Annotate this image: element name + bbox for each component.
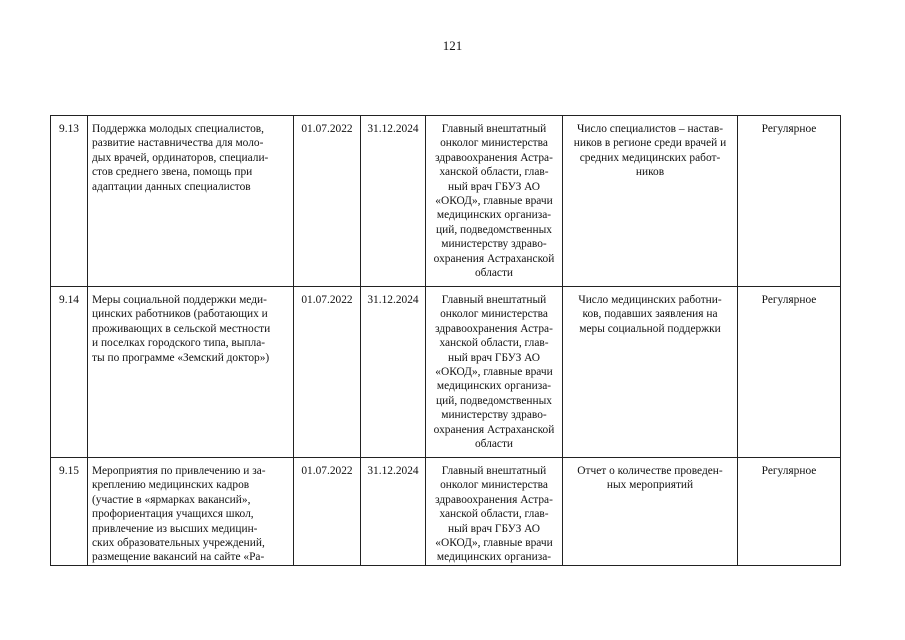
- responsible-line: министерству здраво-: [441, 409, 547, 422]
- indicator-line: ников: [635, 166, 665, 179]
- indicator-cell: [563, 287, 738, 458]
- responsible-line: области: [474, 438, 514, 451]
- indicator-cell: [563, 116, 738, 287]
- description-line: адаптации данных специалистов: [92, 180, 251, 193]
- responsible-line: медицинских организа-: [436, 551, 552, 564]
- description-line: проживающих в сельской местности: [92, 322, 271, 335]
- description-line: Меры социальной поддержки меди-: [92, 294, 267, 306]
- responsible-line: Главный внештатный: [441, 294, 547, 306]
- responsible-line: «ОКОД», главные врачи: [435, 195, 553, 208]
- description-cell: [88, 458, 294, 566]
- responsible-cell: [426, 116, 563, 287]
- responsible-line: онколог министерства: [440, 479, 548, 492]
- plan-table: [50, 115, 841, 566]
- responsible-line: ций, подведомственных: [436, 394, 552, 407]
- description-line: привлечение из высших медицин-: [92, 522, 258, 535]
- start-date-cell: 01.07.2022: [294, 458, 361, 566]
- responsible-line: области: [474, 267, 514, 280]
- description-line: цинских работников (работающих и: [92, 308, 268, 321]
- row-number-cell: 9.14: [51, 287, 88, 458]
- start-date-cell: 01.07.2022: [294, 287, 361, 458]
- description-line: развитие наставничества для моло-: [92, 137, 264, 150]
- description-line: размещение вакансий на сайте «Ра-: [92, 551, 265, 564]
- row-number-cell: 9.15: [51, 458, 88, 566]
- responsible-line: ханской области, глав-: [439, 508, 549, 521]
- periodicity-cell: Регулярное: [738, 116, 841, 287]
- responsible-line: ций, подведомственных: [436, 223, 552, 236]
- description-cell: [88, 287, 294, 458]
- start-date-cell: 01.07.2022: [294, 116, 361, 287]
- page-number: 121: [442, 38, 463, 53]
- responsible-line: ный врач ГБУЗ АО: [447, 351, 541, 364]
- periodicity-cell: Регулярное: [738, 458, 841, 566]
- description-line: Поддержка молодых специалистов,: [92, 123, 265, 135]
- description-line: креплению медицинских кадров: [92, 479, 250, 492]
- row-number-cell: 9.13: [51, 116, 88, 287]
- end-date-cell: 31.12.2024: [361, 458, 426, 566]
- responsible-line: здравоохранения Астра-: [435, 493, 553, 506]
- indicator-line: ков, подавших заявления на: [582, 308, 718, 321]
- description-line: ских образовательных учреждений,: [92, 537, 265, 550]
- indicator-line: Отчет о количестве проведен-: [577, 465, 723, 477]
- responsible-line: ный врач ГБУЗ АО: [447, 180, 541, 193]
- responsible-line: здравоохранения Астра-: [435, 322, 553, 335]
- indicator-line: средних медицинских работ-: [579, 151, 721, 164]
- description-line: профориентация учащихся школ,: [92, 508, 254, 521]
- responsible-line: охранения Астраханской: [433, 252, 555, 265]
- indicator-line: ников в регионе среди врачей и: [573, 137, 727, 150]
- responsible-line: медицинских организа-: [436, 209, 552, 222]
- description-line: дых врачей, ординаторов, специали-: [92, 151, 269, 164]
- responsible-line: здравоохранения Астра-: [435, 151, 553, 164]
- responsible-line: медицинских организа-: [436, 380, 552, 393]
- description-line: ты по программе «Земский доктор»): [92, 351, 270, 364]
- indicator-line: ных мероприятий: [606, 479, 694, 492]
- end-date-cell: 31.12.2024: [361, 116, 426, 287]
- responsible-line: «ОКОД», главные врачи: [435, 537, 553, 550]
- responsible-line: ный врач ГБУЗ АО: [447, 522, 541, 535]
- indicator-line: Число специалистов – настав-: [576, 123, 723, 135]
- responsible-line: ханской области, глав-: [439, 166, 549, 179]
- table-row: [51, 287, 841, 458]
- responsible-line: онколог министерства: [440, 137, 548, 150]
- table-row: [51, 458, 841, 566]
- indicator-cell: [563, 458, 738, 566]
- description-cell: [88, 116, 294, 287]
- responsible-cell: [426, 458, 563, 566]
- description-line: Мероприятия по привлечению и за-: [92, 465, 266, 477]
- description-line: стов среднего звена, помощь при: [92, 166, 253, 179]
- responsible-line: Главный внештатный: [441, 465, 547, 477]
- description-line: и поселках городского типа, выпла-: [92, 337, 266, 350]
- indicator-line: меры социальной поддержки: [579, 322, 721, 335]
- responsible-line: министерству здраво-: [441, 238, 547, 251]
- end-date-cell: 31.12.2024: [361, 287, 426, 458]
- periodicity-cell: Регулярное: [738, 287, 841, 458]
- description-line: (участие в «ярмарках вакансий»,: [92, 493, 251, 506]
- responsible-cell: [426, 287, 563, 458]
- table-row: [51, 116, 841, 287]
- responsible-line: онколог министерства: [440, 308, 548, 321]
- indicator-line: Число медицинских работни-: [578, 294, 722, 306]
- responsible-line: Главный внештатный: [441, 123, 547, 135]
- responsible-line: «ОКОД», главные врачи: [435, 366, 553, 379]
- responsible-line: ханской области, глав-: [439, 337, 549, 350]
- responsible-line: охранения Астраханской: [433, 423, 555, 436]
